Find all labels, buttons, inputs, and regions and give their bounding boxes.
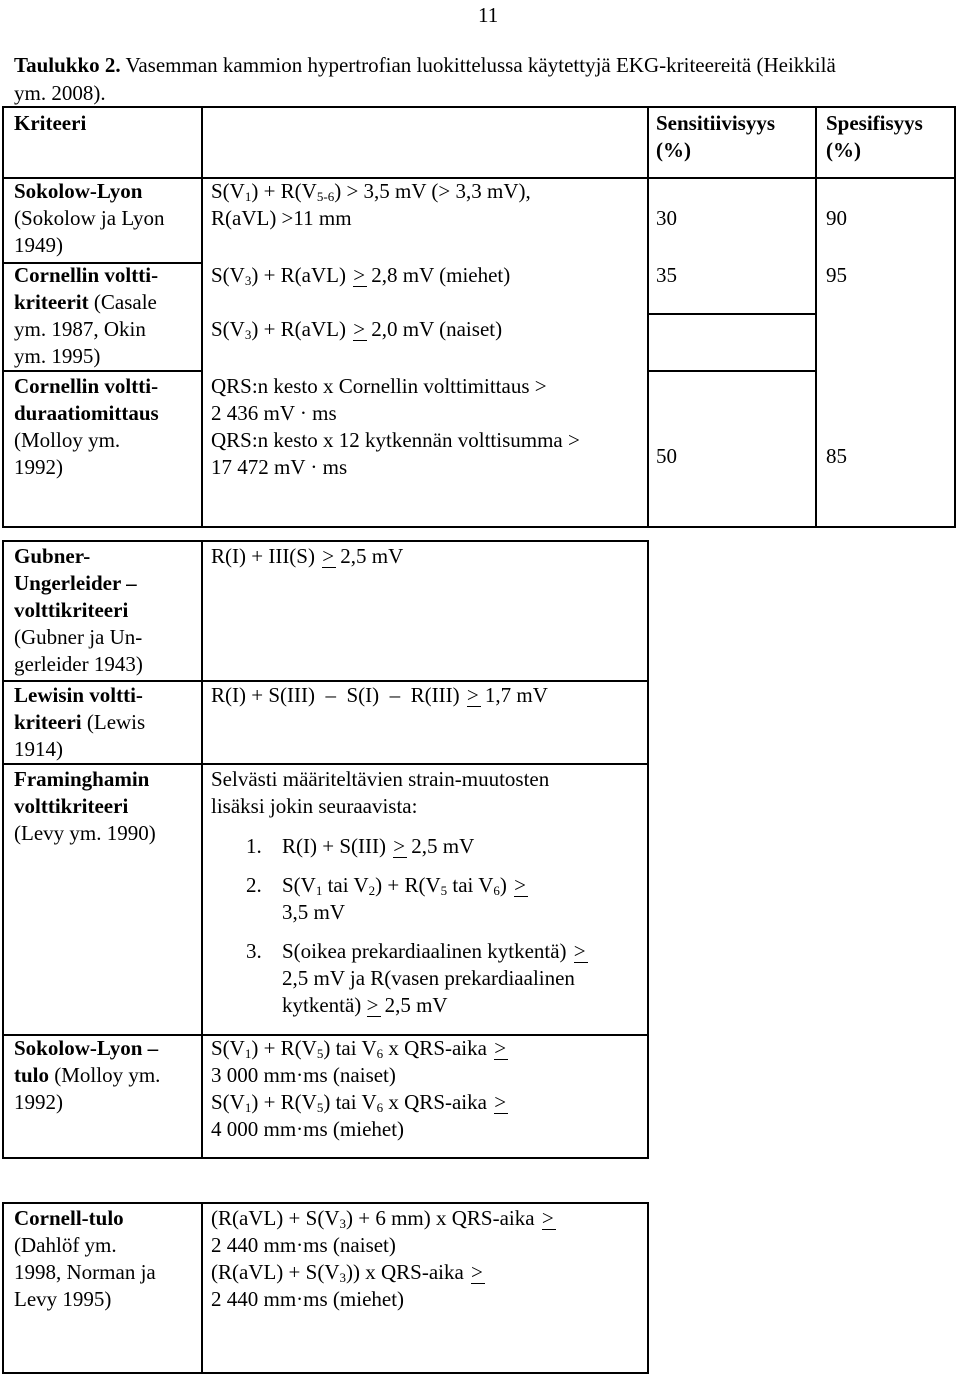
criterion-formula-line4: 4 000 mm·ms (miehet)	[211, 1117, 405, 1141]
header-sensitivity: Sensitiivisyys	[656, 111, 776, 135]
criterion-reference-line2: 1998, Norman ja	[14, 1260, 156, 1284]
criterion-reference: (Sokolow ja Lyon	[14, 206, 165, 230]
criterion-formula: R(I) + S(III) – S(I) – R(III) >1,7 mV	[211, 682, 548, 709]
criterion-name-line3: volttikriteeri	[14, 598, 129, 622]
sensitivity-value: 35	[656, 263, 677, 287]
criterion-reference: (Molloy ym.	[14, 428, 121, 452]
criterion-reference-line3: Levy 1995)	[14, 1287, 112, 1311]
list-item-number: 1.	[246, 834, 262, 858]
criterion-name-line2: kriteerit (Casale	[14, 290, 157, 314]
criterion-reference-line2: gerleider 1943)	[14, 652, 143, 676]
header-criteria: Kriteeri	[14, 111, 87, 135]
criterion-reference-year: 1949)	[14, 233, 63, 257]
list-item: R(I) + S(III) >2,5 mV	[282, 833, 474, 860]
criterion-reference-year: 1992)	[14, 1090, 63, 1114]
specificity-value: 95	[826, 263, 847, 287]
header-sensitivity-unit: (%)	[656, 138, 691, 162]
criterion-formula-line3: $S(V_1) + R(V_5)$ tai $V_6$ x QRS-aika >	[211, 1089, 512, 1116]
criterion-intro: Selvästi määriteltävien strain-muutosten	[211, 767, 550, 791]
criterion-formula-men: $S(V_3) + R(aVL) >2,8$ mV (miehet)	[211, 262, 510, 289]
criterion-name-line2: volttikriteeri	[14, 794, 129, 818]
sensitivity-value: 30	[656, 206, 677, 230]
criterion-formula: $S(V_1) + R(V_{5-6}) > 3,5$ mV (> 3,3 mV),	[211, 179, 531, 204]
criterion-intro-line2: lisäksi jokin seuraavista:	[211, 794, 418, 818]
criterion-name-line2: duraatiomittaus	[14, 401, 159, 425]
page-number: 11	[478, 3, 499, 27]
header-specificity: Spesifisyys	[826, 111, 923, 135]
list-item-line3: kytkentä) >2,5 mV	[282, 992, 448, 1019]
criterion-formula-line2: 2 436 mV · ms	[211, 401, 337, 425]
criterion-name: Cornellin voltti-	[14, 374, 159, 398]
criterion-name: Cornellin voltti-	[14, 263, 159, 287]
criterion-name: Sokolow-Lyon –	[14, 1036, 159, 1060]
criterion-reference: (Levy ym. 1990)	[14, 821, 156, 845]
criterion-formula-line2: 2 440 mm·ms (naiset)	[211, 1233, 396, 1257]
list-item: $S(V_1$ tai $V_2) + R(V_5$ tai $V_6$) >	[282, 872, 532, 899]
caption-text-line2: ym. 2008).	[14, 81, 106, 105]
criterion-name: Cornell-tulo	[14, 1206, 124, 1230]
criterion-formula-line2: 3 000 mm·ms (naiset)	[211, 1063, 396, 1087]
criterion-name-line2: tulo (Molloy ym.	[14, 1063, 161, 1087]
table-caption-line1	[14, 52, 836, 79]
criterion-reference-year: ym. 1995)	[14, 344, 101, 368]
criterion-formula-line4: 2 440 mm·ms (miehet)	[211, 1287, 405, 1311]
criterion-reference: ym. 1987, Okin	[14, 317, 146, 341]
criterion-name: Lewisin voltti-	[14, 683, 143, 707]
criterion-formula-line4: 17 472 mV · ms	[211, 455, 348, 479]
list-item-line2: 3,5 mV	[282, 900, 345, 924]
header-specificity-unit: (%)	[826, 138, 861, 162]
criterion-name: Framinghamin	[14, 767, 150, 791]
criterion-formula-line3: QRS:n kesto x 12 kytkennän volttisumma >	[211, 428, 580, 452]
list-item: S(oikea prekardiaalinen kytkentä) >	[282, 938, 592, 965]
criterion-reference: (Gubner ja Un-	[14, 625, 143, 649]
criterion-formula-line3: $(R(aVL) + S(V_3))$ x QRS-aika >	[211, 1259, 489, 1286]
list-item-number: 3.	[246, 939, 262, 963]
caption-label: Taulukko 2.	[14, 53, 121, 77]
criterion-formula: R(I) + III(S) >2,5 mV	[211, 543, 403, 570]
criterion-reference-year: 1992)	[14, 455, 63, 479]
specificity-value: 85	[826, 444, 847, 468]
criterion-reference-year: 1914)	[14, 737, 63, 761]
criterion-reference: (Dahlöf ym.	[14, 1233, 117, 1257]
criterion-name: Gubner-	[14, 544, 91, 568]
list-item-number: 2.	[246, 873, 262, 897]
specificity-value: 90	[826, 206, 847, 230]
list-item-line2: 2,5 mV ja R(vasen prekardiaalinen	[282, 966, 575, 990]
criterion-name-line2: kriteeri (Lewis	[14, 710, 146, 734]
criterion-formula: QRS:n kesto x Cornellin volttimittaus >	[211, 374, 547, 398]
criterion-name-line2: Ungerleider –	[14, 571, 137, 595]
criterion-formula-line2: R(aVL) >11 mm	[211, 206, 352, 230]
criterion-formula-women: $S(V_3) + R(aVL) >2,0$ mV (naiset)	[211, 316, 502, 343]
criterion-name: Sokolow-Lyon	[14, 179, 143, 203]
sensitivity-value: 50	[656, 444, 677, 468]
caption-text: Vasemman kammion hypertrofian luokittelussa käytettyjä EKG-kriteereitä (Heikkilä	[125, 53, 836, 77]
criterion-formula: $S(V_1) + R(V_5)$ tai $V_6$ x QRS-aika >	[211, 1035, 512, 1062]
criterion-formula: ($R(aVL) + S(V_3) + 6$ mm) x QRS-aika >	[211, 1205, 560, 1232]
